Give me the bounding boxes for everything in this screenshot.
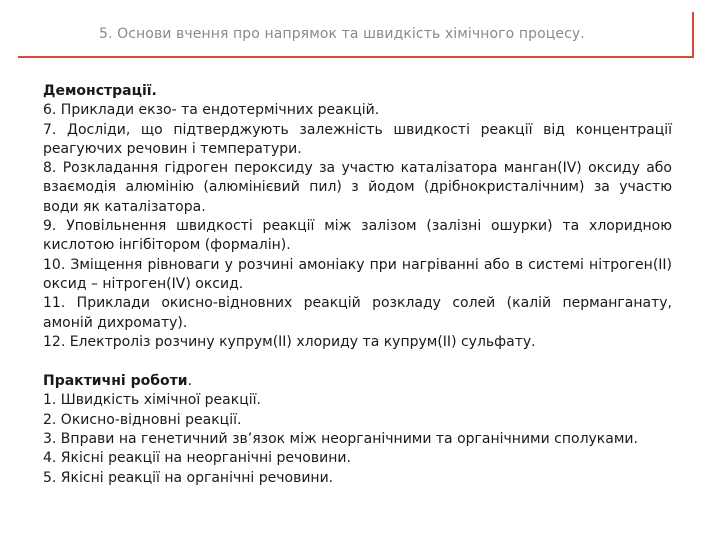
demonstration-item: 8. Розкладання гідроген пероксиду за участю каталізатора манган(IV) оксиду або взаємодія алюмінію (алюмінієвий пил) з йодом (дрібнокристалічним) за участю води як каталізатора.: [43, 160, 672, 215]
demonstration-item: 7. Досліди, що підтверджують залежність швидкості реакції від концентрації реагуючих речовин і температури.: [43, 121, 672, 157]
demonstration-item: 10. Зміщення рівноваги у розчині амоніаку при нагріванні або в системі нітроген(II) оксид – нітроген(IV) оксид.: [43, 256, 672, 292]
demonstration-item: 12. Електроліз розчину купрум(II) хлориду та купрум(II) сульфату.: [43, 333, 536, 350]
practical-item: 2. Окисно-відновні реакції.: [43, 411, 242, 428]
header-frame: [18, 12, 694, 58]
content-body: [43, 82, 672, 488]
practical-heading: Практичні роботи: [43, 373, 188, 390]
practical-item: 5. Якісні реакції на органічні речовини.: [43, 469, 334, 486]
section-spacer: [43, 352, 672, 372]
practical-heading-suffix: .: [187, 373, 192, 390]
page-title: 5. Основи вчення про напрямок та швидкість хімічного процесу.: [99, 26, 585, 42]
demonstrations-heading: Демонстрації.: [43, 83, 157, 99]
demonstration-item: 6. Приклади екзо- та ендотермічних реакцій.: [43, 102, 380, 119]
practical-item: 3. Вправи на генетичний зв’язок між неорганічними та органічними сполуками.: [43, 431, 638, 448]
demonstration-item: 9. Уповільнення швидкості реакції між залізом (залізні ошурки) та хлоридною кислотою інгібітором (формалін).: [43, 218, 672, 254]
demonstration-item: 11. Приклади окисно-відновних реакцій розкладу солей (калій перманганату, амоній дихромату).: [43, 295, 672, 331]
practical-item: 1. Швидкість хімічної реакції.: [43, 392, 261, 409]
practical-item: 4. Якісні реакції на неорганічні речовини.: [43, 450, 351, 467]
practical-heading-line: [43, 372, 672, 391]
